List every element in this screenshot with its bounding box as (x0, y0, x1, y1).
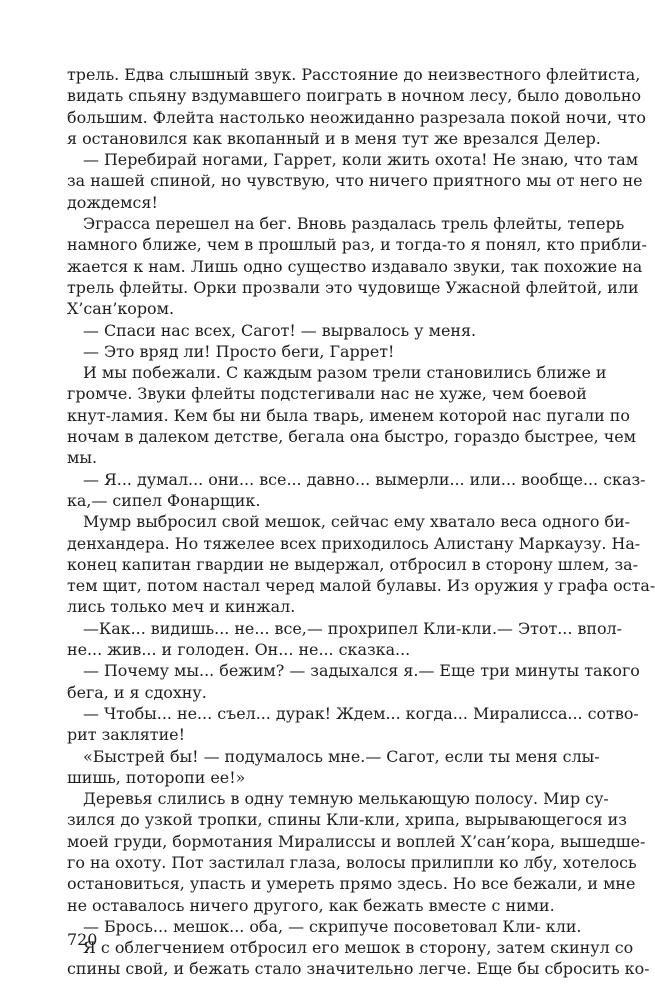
page-text (67, 64, 655, 980)
text-line: — Почему мы... бежим? — задыхался я.— Еще три минуты такого (83, 661, 640, 681)
text-line: намного ближе, чем в прошлый раз, и тогда-то я понял, кто прибли- (67, 235, 647, 255)
text-line: шишь, поторопи ее!» (67, 767, 246, 787)
text-line: тем щит, потом настал черед малой булавы. Из оружия у графа оста- (67, 576, 655, 596)
text-line: «Быстрей бы! — подумалось мне.— Сагот, если ты меня слы- (83, 746, 600, 766)
text-line: — Брось... мешок... оба, — скрипуче посоветовал Кли- кли. (83, 916, 582, 936)
text-line: бега, и я сдохну. (67, 682, 207, 702)
text-line: лись только меч и кинжал. (67, 597, 296, 617)
text-line: — Спаси нас всех, Сагот! — вырвалось у меня. (83, 320, 477, 340)
text-line: не... жив... и голоден. Он... не... сказка... (67, 640, 411, 660)
text-line: большим. Флейта настолько неожиданно разрезала покой ночи, что (67, 107, 646, 127)
text-line: конец капитан гвардии не выдержал, отбросил в сторону шлем, за- (67, 554, 639, 574)
text-line: го на охоту. Пот застилал глаза, волосы прилипли ко лбу, хотелось (67, 852, 637, 872)
text-line: я остановился как вкопанный и в меня тут же врезался Делер. (67, 128, 601, 148)
text-line: громче. Звуки флейты подстегивали нас не хуже, чем боевой (67, 384, 587, 404)
page-number: 720 (67, 930, 98, 949)
text-line: Деревья слились в одну темную мелькающую полосу. Мир су- (83, 789, 609, 809)
text-line: трель флейты. Орки прозвали это чудовище Ужасной флейтой, или (67, 277, 639, 297)
text-line: видать спьяну вздумавшего поиграть в ночном лесу, было довольно (67, 86, 642, 106)
text-line: Х’сан’кором. (67, 299, 175, 319)
text-line: рит заклятие! (67, 725, 185, 745)
text-line: — Я... думал... они... все... давно... вымерли... или... вообще... сказ- (83, 469, 646, 489)
text-line: трель. Едва слышный звук. Расстояние до неизвестного флейтиста, (67, 65, 641, 84)
text-line: зился до узкой тропки, спины Кли-кли, хрипа, вырывающегося из (67, 810, 627, 830)
text-line: моей груди, бормотания Миралиссы и воплей Х’сан’кора, вышедше- (67, 831, 646, 851)
text-line: за нашей спиной, но чувствую, что ничего приятного мы от него не (67, 171, 643, 191)
text-line: — Это вряд ли! Просто беги, Гаррет! (83, 341, 395, 361)
text-line: жается к нам. Лишь одно существо издавало звуки, так похожие на (67, 256, 643, 276)
text-line: Эграсса перешел на бег. Вновь раздалась трель флейты, теперь (83, 214, 625, 234)
text-line: ка,— сипел Фонарщик. (67, 490, 261, 510)
text-line: — Чтобы... не... съел... дурак! Ждем... когда... Миралисса... сотво- (83, 703, 639, 723)
text-line: ночам в далеком детстве, бегала она быстро, гораздо быстрее, чем (67, 427, 637, 447)
text-line: И мы побежали. С каждым разом трели становились ближе и (83, 363, 607, 383)
text-line: Мумр выбросил свой мешок, сейчас ему хватало веса одного би- (83, 512, 631, 532)
text-line: не оставалось ничего другого, как бежать вместе с ними. (67, 895, 555, 915)
text-line: спины свой, и бежать стало значительно легче. Еще бы сбросить ко- (67, 959, 650, 979)
text-line: остановиться, упасть и умереть прямо здесь. Но все бежали, и мне (67, 874, 636, 894)
text-line: Я с облегчением отбросил его мешок в сторону, затем скинул со (83, 938, 634, 958)
text-line: денхандера. Но тяжелее всех приходилось Алистану Маркаузу. На- (67, 533, 641, 553)
text-line: дождемся! (67, 192, 158, 212)
text-line: — Перебирай ногами, Гаррет, коли жить охота! Не знаю, что там (83, 150, 639, 170)
text-line: мы. (67, 448, 98, 468)
text-line: —Как... видишь... не... все,— прохрипел Кли-кли.— Этот... впол- (83, 618, 623, 638)
text-line: кнут-ламия. Кем бы ни была тварь, именем которой нас пугали по (67, 405, 630, 425)
